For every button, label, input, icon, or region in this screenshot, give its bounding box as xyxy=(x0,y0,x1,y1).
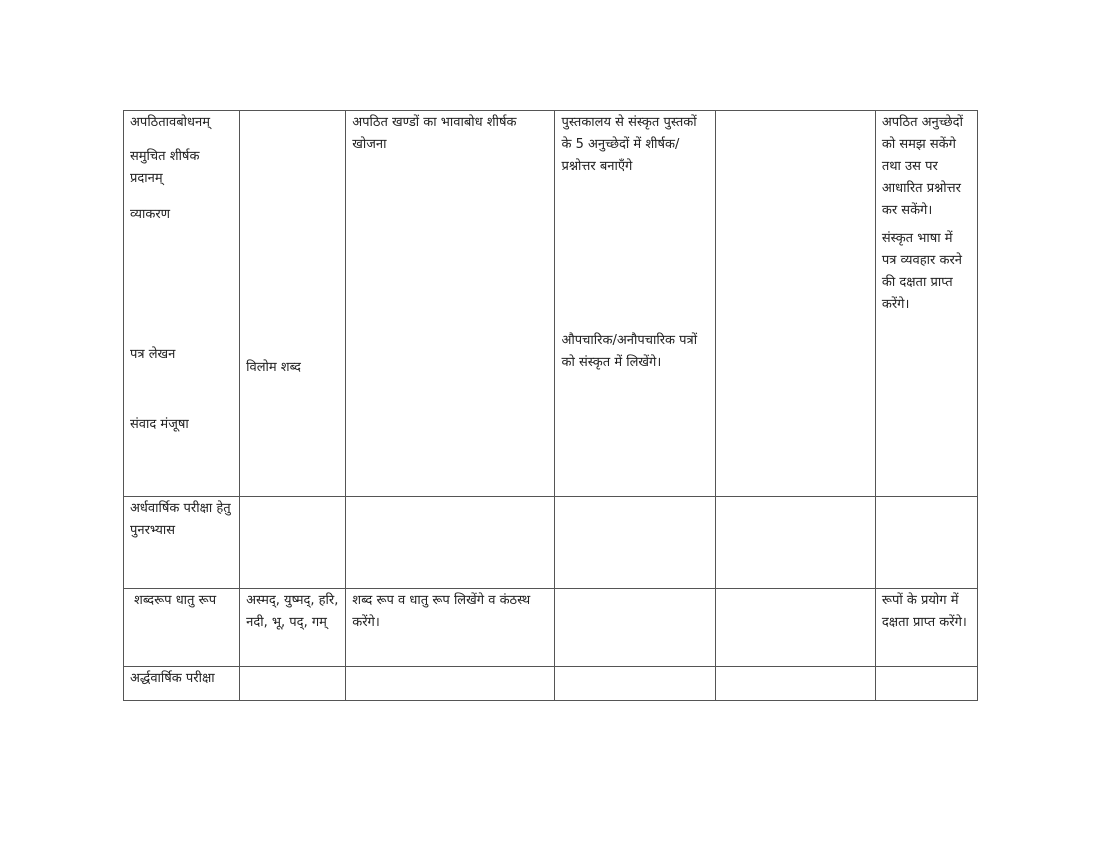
topic-text: अर्द्धवार्षिक परीक्षा xyxy=(130,671,215,686)
topic-cell xyxy=(124,667,240,701)
subtopic-cell xyxy=(240,111,346,497)
activity-text: पुस्तकालय से संस्कृत पुस्तकों के 5 अनुच्छेदों में शीर्षक/प्रश्नोत्तर बनाएँगे xyxy=(561,115,697,174)
activity-cell xyxy=(555,111,715,497)
objective-text: अपठित खण्डों का भावाबोध शीर्षक खोजना xyxy=(352,115,517,152)
table-row xyxy=(124,667,978,701)
outcome-text: अपठित अनुच्छेदों को समझ सकेंगे तथा उस पर आधारित प्रश्नोत्तर कर सकेंगे। xyxy=(881,115,963,218)
empty-cell xyxy=(875,667,977,701)
outcome-text: रूपों के प्रयोग में दक्षता प्राप्त करेंगे। xyxy=(881,593,967,630)
empty-cell xyxy=(555,497,715,589)
objective-text: शब्द रूप व धातु रूप लिखेंगे व कंठस्थ करेंगे। xyxy=(352,593,531,630)
outcome-cell xyxy=(875,589,977,667)
topic-cell xyxy=(124,497,240,589)
topic-cell xyxy=(124,111,240,497)
empty-cell xyxy=(555,667,715,701)
topic-item: समुचित शीर्षक प्रदानम् xyxy=(130,149,200,186)
objective-cell xyxy=(346,111,555,497)
empty-cell xyxy=(715,111,875,497)
subtopic-cell xyxy=(240,589,346,667)
subtopic-text: विलोम शब्द xyxy=(246,360,301,375)
topic-item: व्याकरण xyxy=(130,207,171,222)
table-row xyxy=(124,589,978,667)
topic-item: अपठितावबोधनम् xyxy=(130,115,211,130)
empty-cell xyxy=(715,589,875,667)
outcome-cell xyxy=(875,111,977,497)
empty-cell xyxy=(715,497,875,589)
table-row xyxy=(124,111,978,497)
table-row xyxy=(124,497,978,589)
topic-item: संवाद मंजूषा xyxy=(130,417,189,432)
empty-cell xyxy=(875,497,977,589)
topic-item: पत्र लेखन xyxy=(130,347,176,362)
topic-text: अर्धवार्षिक परीक्षा हेतु पुनरभ्यास xyxy=(130,501,231,538)
empty-cell xyxy=(240,667,346,701)
topic-text: शब्दरूप धातु रूप xyxy=(134,593,217,608)
empty-cell xyxy=(346,497,555,589)
empty-cell xyxy=(555,589,715,667)
outcome-text: संस्कृत भाषा में पत्र व्यवहार करने की दक्षता प्राप्त करेंगे। xyxy=(881,231,962,312)
objective-cell xyxy=(346,589,555,667)
activity-text: औपचारिक/अनौपचारिक पत्रों को संस्कृत में लिखेंगे। xyxy=(561,333,698,370)
topic-cell xyxy=(124,589,240,667)
empty-cell xyxy=(715,667,875,701)
subtopic-text: अस्मद्, युष्मद्, हरि, नदी, भू, पद्, गम् xyxy=(246,593,339,630)
curriculum-table xyxy=(123,110,978,701)
empty-cell xyxy=(346,667,555,701)
empty-cell xyxy=(240,497,346,589)
